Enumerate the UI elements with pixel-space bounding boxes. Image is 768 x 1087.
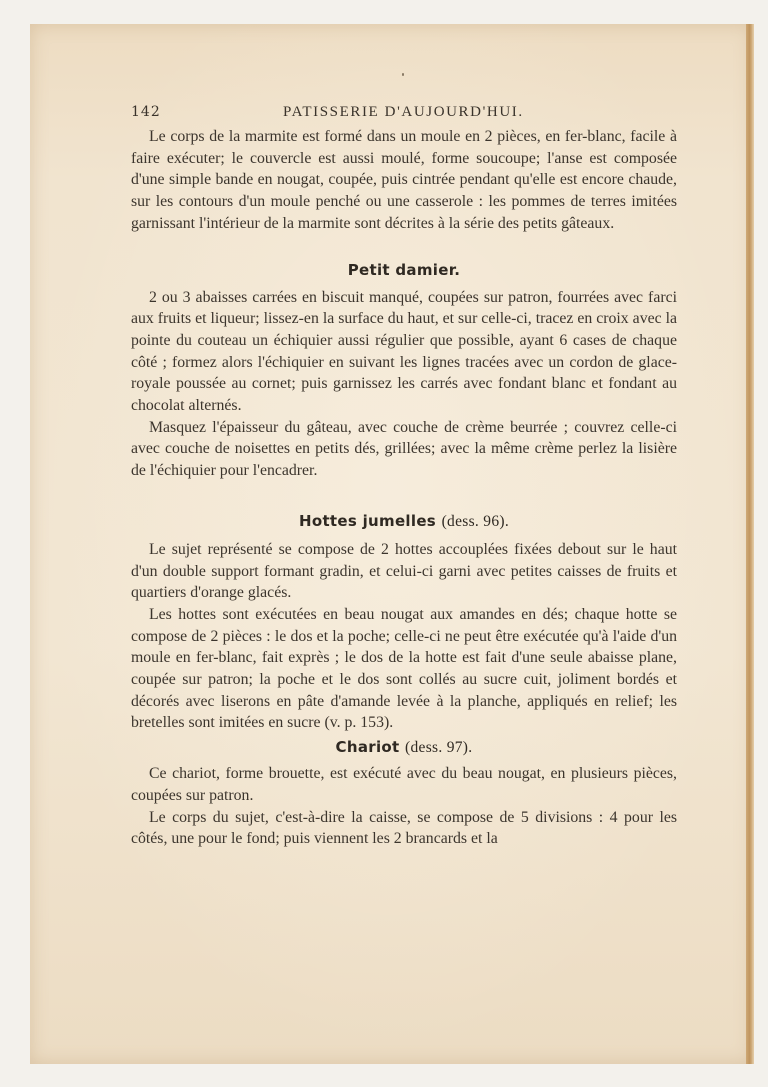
intro-paragraph: Le corps de la marmite est formé dans un moule en 2 pièces, en fer-blanc, facile à faire exécuter; le couvercle est aussi moulé, forme soucoupe; l'anse est composée d'une simple bande en nougat, coupée, puis cintrée pendant qu'elle est encore chaude, sur les contours d'un moule penché ou une casserole : les pommes de terres imitées garnissant l'intérieur de la marmite sont décrites à la série des petits gâteaux. bbox=[131, 128, 677, 232]
hottes-paragraph-2: Les hottes sont exécutées en beau nougat aux amandes en dés; chaque hotte se compose de 2 pièces : le dos et la poche; celle-ci ne peut être exécutée qu'à l'aide d'un moule en fer-blanc, fait exprès ; le dos de la hotte est fait d'une seule abaisse plane, coupée sur patron; la poche et le dos sont collés au sucre cuit, joliment bordés et décorés avec liserons en pâte d'amande levée à la planche, appliqués en relief; les bretelles sont imitées en sucre (v. p. 153). bbox=[131, 605, 677, 732]
chariot-paragraph-1: Ce chariot, forme brouette, est exécuté avec du beau nougat, en plusieurs pièces, coupées sur patron. bbox=[131, 765, 677, 804]
figure-reference: (dess. 96). bbox=[441, 512, 510, 530]
section-heading-hottes-jumelles bbox=[131, 512, 677, 531]
petit-damier-paragraph-1: 2 ou 3 abaisses carrées en biscuit manqué, coupées sur patron, fourrées avec farci aux fruits et liqueur; lissez-en la surface du haut, et sur celle-ci, tracez en croix avec la pointe du couteau un échiquier aussi régulier que possible, ayant 6 cases de chaque côté ; formez alors l'échiquier en suivant les lignes tracées avec un cordon de glace-royale poussée au cornet; puis garnissez les carrés avec fondant blanc et fondant au chocolat alternés. bbox=[131, 288, 677, 415]
hottes-paragraph-1: Le sujet représenté se compose de 2 hottes accouplées fixées debout sur le haut d'un double support formant gradin, et celui-ci garni avec petites caisses de fruits et quartiers d'orange glacés. bbox=[131, 540, 677, 602]
running-head bbox=[131, 100, 677, 126]
page-number: 142 bbox=[131, 104, 161, 120]
section-heading-petit-damier bbox=[131, 261, 677, 279]
chariot-paragraph-2: Le corps du sujet, c'est-à-dire la caisse, se compose de 5 divisions : 4 pour les côtés, une pour le fond; puis viennent les 2 brancards et la bbox=[131, 808, 677, 848]
section-heading-chariot bbox=[131, 738, 677, 757]
ink-speck bbox=[402, 73, 404, 76]
petit-damier-paragraph-2: Masquez l'épaisseur du gâteau, avec couche de crème beurrée ; couvrez celle-ci avec couche de noisettes en petits dés, grillées; avec la même crème perlez la lisière de l'échiquier pour l'encadrer. bbox=[131, 418, 677, 480]
heading-text: Chariot bbox=[335, 738, 400, 757]
figure-reference: (dess. 97). bbox=[405, 739, 473, 757]
page-edge-shadow bbox=[746, 24, 754, 1064]
running-title: PATISSERIE D'AUJOURD'HUI. bbox=[283, 104, 524, 120]
heading-text: Hottes jumelles bbox=[298, 511, 437, 530]
page-content bbox=[131, 100, 677, 850]
heading-text: Petit damier. bbox=[347, 260, 461, 279]
